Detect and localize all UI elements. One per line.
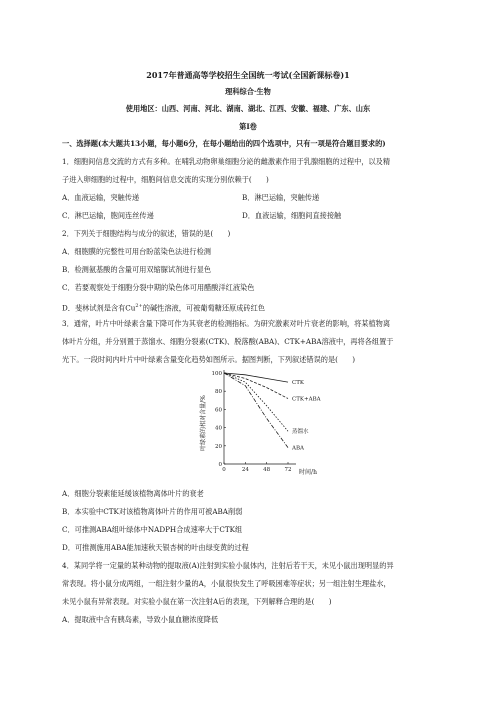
section-heading: 一、选择题(本大题共13小题，每小题6分，在每小题给出的四个选项中，只有一项是符合题目要求的) bbox=[62, 139, 386, 148]
q1-stem-line1: 1．细胞间信息交流的方式有多种。在哺乳动物卵巢细胞分泌的雌激素作用于乳腺细胞的过程中，以及精 bbox=[62, 157, 391, 166]
y-tick-label: 20 bbox=[215, 443, 222, 450]
x-tick-label: 0 bbox=[222, 467, 226, 473]
y-tick-label: 0 bbox=[218, 462, 222, 468]
q3-option-c: C．可推测ABA组叶绿体中NADPH合成速率大于CTK组 bbox=[62, 525, 243, 534]
series-line-0 bbox=[224, 373, 288, 382]
y-tick-label: 100 bbox=[211, 371, 222, 377]
chart-series bbox=[224, 373, 288, 448]
q3-stem-line2: 体叶片分组，并分别置于蒸馏水、细胞分裂素(CTK)、脱落酸(ABA)、CTK+ABA溶液中，再将各组置于 bbox=[62, 337, 394, 346]
x-tick-label: 24 bbox=[241, 467, 249, 473]
q3-option-d: D．可推测施用ABA能加速秋天银杏树的叶由绿变黄的过程 bbox=[62, 543, 249, 552]
chart-xlabel: 时间/h bbox=[299, 469, 317, 476]
series-line-3 bbox=[224, 373, 288, 448]
q4-stem-line3: 未见小鼠有异常表现。对实验小鼠在第一次注射A后的表现，下列解释合理的是( ) bbox=[62, 597, 332, 606]
y-tick-label: 60 bbox=[215, 407, 222, 414]
chart-axes bbox=[224, 370, 296, 464]
q2-option-d-post: 的碱性溶液，可被葡萄糖还原成砖红色 bbox=[142, 303, 265, 313]
series-line-2 bbox=[224, 373, 288, 431]
q4-option-a: A．提取液中含有胰岛素，导致小鼠血糖浓度降低 bbox=[62, 615, 219, 624]
x-tick-label: 48 bbox=[263, 467, 271, 473]
chart-series-labels bbox=[291, 380, 322, 452]
q1-option-b: B．淋巴运输，突触传递 bbox=[242, 193, 320, 202]
chart-ylabel: 叶绿素的相对含量/% bbox=[200, 395, 207, 451]
exam-regions: 使用地区：山西、河南、河北、湖南、湖北、江西、安徽、福建、广东、山东 bbox=[125, 104, 371, 113]
q2-option-c: C．若要观察处于细胞分裂中期的染色体可用醋酸洋红液染色 bbox=[62, 283, 255, 292]
q3-option-b: B．本实验中CTK对该植物离体叶片的作用可被ABA削弱 bbox=[62, 507, 243, 516]
series-label-1: CTK+ABA bbox=[292, 396, 321, 403]
exam-subject: 理科综合·生物 bbox=[225, 87, 271, 96]
q1-option-c: C．淋巴运输，胞间连丝传递 bbox=[62, 211, 154, 220]
q4-stem-line2: 常表现。将小鼠分成两组，一组注射少量的A，小鼠很快发生了呼吸困难等症状；另一组注射生理盐水， bbox=[62, 579, 391, 588]
x-tick-label: 72 bbox=[284, 467, 292, 473]
y-tick-label: 80 bbox=[215, 389, 222, 396]
q2-option-d-pre: D．斐林试剂是含有Cu bbox=[62, 303, 136, 313]
q2-option-d-sup: 2+ bbox=[135, 303, 143, 309]
q3-option-a: A．细胞分裂素能延缓该植物离体叶片的衰老 bbox=[62, 489, 204, 498]
chlorophyll-chart bbox=[196, 365, 346, 477]
q3-stem-line1: 3．通常，叶片中叶绿素含量下降可作为其衰老的检测指标。为研究激素对叶片衰老的影响，将某植物离 bbox=[62, 319, 391, 328]
q2-option-d bbox=[62, 301, 265, 313]
q2-option-b: B．检测氨基酸的含量可用双缩脲试剂进行显色 bbox=[62, 265, 212, 274]
q2-option-a: A．细胞膜的完整性可用台盼蓝染色法进行检测 bbox=[62, 247, 211, 256]
q3-stem-line3: 光下。一段时间内叶片中叶绿素含量变化趋势如图所示。据图判断，下列叙述错误的是( ) bbox=[62, 355, 356, 364]
q4-stem-line1: 4．某同学将一定量的某种动物的提取液(A)注射到实验小鼠体内，注射后若干天，未见小鼠出现明显的异 bbox=[62, 561, 394, 570]
q2-stem: 2．下列关于细胞结构与成分的叙述，错误的是( ) bbox=[62, 229, 231, 238]
q1-option-a: A．血液运输，突触传递 bbox=[62, 193, 140, 202]
q1-stem-line2: 子进入卵细胞的过程中，细胞间信息交流的实现分别依赖于( ) bbox=[62, 175, 269, 184]
q1-option-d: D．血液运输，细胞间直接接触 bbox=[242, 211, 342, 220]
exam-title: 2017年普通高等学校招生全国统一考试(全国新课标卷)1 bbox=[146, 70, 350, 80]
chart-ticks bbox=[212, 371, 292, 473]
series-label-3: ABA bbox=[292, 445, 304, 452]
y-tick-label: 40 bbox=[215, 425, 222, 432]
series-label-2: 蒸馏水 bbox=[292, 429, 309, 436]
volume-heading: 第Ⅰ卷 bbox=[239, 122, 257, 131]
series-label-0: CTK bbox=[292, 380, 304, 387]
